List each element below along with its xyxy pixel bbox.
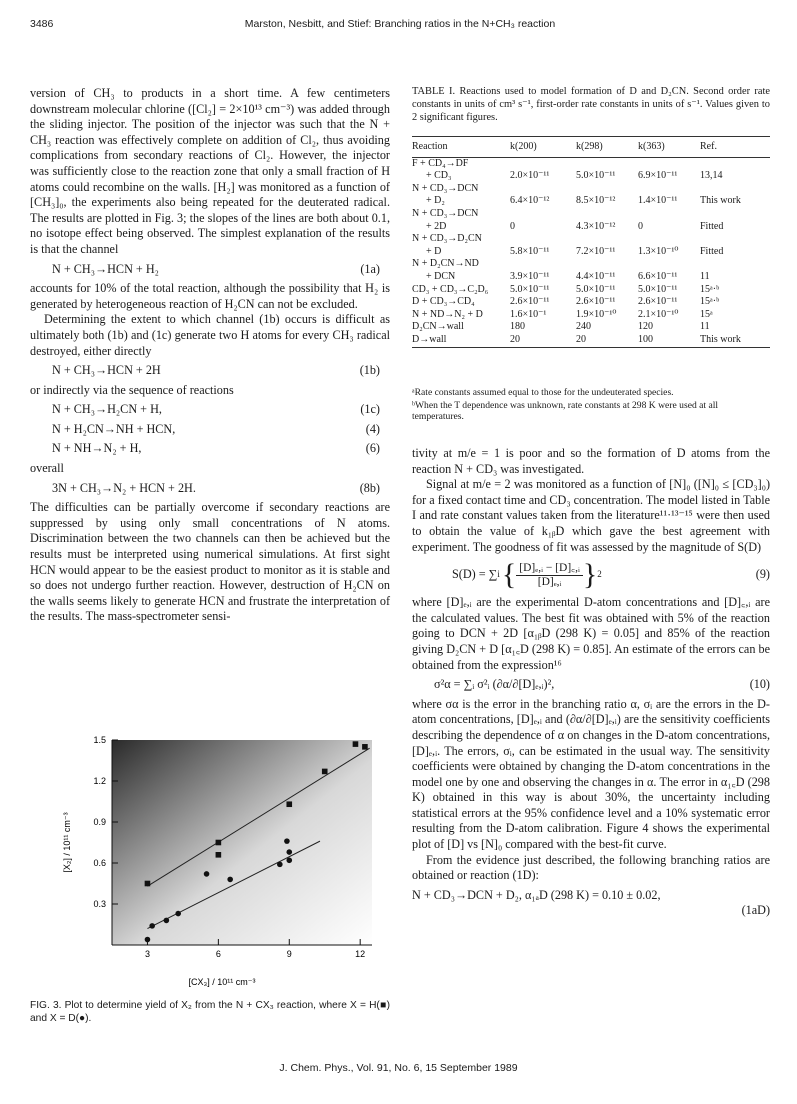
table-caption: TABLE I. Reactions used to model formation of D and D₂CN. Second order rate constants in units of cm³ s⁻¹, first-order rate constants in units of s⁻¹. Values given to 2 significant figures.	[412, 86, 770, 123]
x-axis-label: [CX₃] / 10¹¹ cm⁻³	[188, 977, 256, 987]
table-row	[412, 271, 770, 284]
paragraph: where [D]ₑ,ᵢ are the experimental D-atom concentrations and [D]꜀,ᵢ are the calculated values. The best fit was obtained with 5% of the reaction going to DCN + 2D [α₁ᵦD (298 K) = 0.05] and 85% of the reaction giving D₂CN + D [α₁꜀D (298 K) = 0.85]. An estimate of the errors can be obtained from the expression¹⁶	[412, 595, 770, 672]
table-cell: 0	[638, 220, 643, 232]
table-header: Reaction	[412, 141, 448, 152]
equation-4: N + H₂CN→NH + HCN, (4)	[52, 421, 380, 436]
table-cell: 8.5×10⁻¹²	[576, 195, 616, 207]
left-column	[30, 86, 390, 625]
table-header: Ref.	[700, 141, 717, 152]
data-point-square	[216, 840, 222, 846]
data-point-circle	[284, 838, 290, 844]
table-cell: 15ᵃ	[700, 308, 713, 320]
page-number: 3486	[30, 18, 54, 30]
table-cell: 15ᵃ·ᵇ	[700, 296, 720, 308]
data-point-square	[322, 769, 328, 775]
table-header: k(200)	[510, 141, 537, 152]
table-cell: 5.0×10⁻¹¹	[638, 283, 678, 295]
equation-1c: N + CH₃→H₂CN + H, (1c)	[52, 402, 380, 417]
table-cell: D + CD₃→CD₄	[412, 296, 475, 308]
table-cell: 2.1×10⁻¹⁰	[638, 308, 679, 320]
table-cell: 120	[638, 321, 653, 333]
table-cell	[700, 157, 770, 170]
table-row	[412, 221, 770, 234]
table-cell: 5.0×10⁻¹¹	[510, 283, 550, 295]
table-cell: 11	[700, 270, 710, 282]
table-cell	[510, 183, 576, 196]
table-cell: 20	[510, 333, 520, 345]
equation-1a: N + CH₃→HCN + H₂ (1a)	[52, 261, 380, 276]
table-cell: 15ᵃ·ᵇ	[700, 283, 720, 295]
table-cell: 1.3×10⁻¹⁰	[638, 245, 679, 257]
table-footnotes	[412, 387, 770, 424]
table-cell: N + CD₃→DCN	[412, 182, 479, 194]
table-row	[412, 170, 770, 183]
table-cell: D→wall	[412, 333, 447, 345]
table-cell	[510, 233, 576, 246]
table-cell	[638, 157, 700, 170]
paragraph: Determining the extent to which channel (1b) occurs is difficult as ultimately both (1b) and (1c) generate two H atoms for every CH₃ radical destroyed, either directly	[30, 312, 390, 358]
data-point-square	[216, 852, 222, 858]
table-cell	[576, 208, 638, 221]
paragraph: where σα is the error in the branching ratio α, σᵢ are the errors in the D-atom concentrations, [D]ₑ,ᵢ and (∂α/∂[D]ₑ,ᵢ) are the sensitivity coefficients describing the dependence of α on changes in the D-atom concentrations, [D]ₑ,ᵢ. The errors, σᵢ, can be estimated in the usual way. The sensitivity coefficients were obtained by changing the D-atom concentrations in the model one by one and observing the changes in α. The error in α₁꜀D (298 K) obtained in this way is about 30%, the uncertainty including statistical errors at the 95% confidence level and a 10% systematic error resulting from the D-atom calibration. Figure 4 shows the experimental plot of [D] vs [N]₀ compared with the best-fit curve.	[412, 696, 770, 852]
table-row	[412, 334, 770, 347]
table-cell: + DCN	[426, 270, 456, 282]
table-cell: 3.9×10⁻¹¹	[510, 270, 550, 282]
data-point-circle	[145, 937, 151, 943]
table-cell: 100	[638, 333, 653, 345]
paragraph: tivity at m/e = 1 is poor and so the formation of D atoms from the reaction N + CD₃ was investigated.	[412, 446, 770, 476]
table-cell: + D	[426, 245, 442, 257]
footnote-a: ᵃRate constants assumed equal to those for the undeuterated species.	[412, 387, 674, 398]
table-cell: 240	[576, 321, 591, 333]
x-tick-label: 12	[355, 949, 366, 959]
paragraph: From the evidence just described, the following branching ratios are obtained or reaction (1D):	[412, 852, 770, 883]
table-cell: N + CD₃→DCN	[412, 207, 479, 219]
table-cell: 2.6×10⁻¹¹	[576, 296, 616, 308]
reaction-table	[412, 136, 770, 348]
y-tick-label: 0.3	[93, 899, 106, 909]
data-point-circle	[175, 911, 181, 917]
table-cell: Fitted	[700, 220, 724, 232]
data-point-square	[362, 744, 368, 750]
table-cell: + CD₃	[426, 170, 452, 182]
table-cell	[638, 208, 700, 221]
data-point-circle	[204, 871, 210, 877]
table-cell	[700, 233, 770, 246]
table-cell	[576, 233, 638, 246]
data-point-square	[353, 741, 359, 747]
equation-1b: N + CH₃→HCN + 2H (1b)	[52, 363, 380, 378]
table-cell: D₂CN→wall	[412, 321, 464, 333]
table-cell	[700, 183, 770, 196]
table-header: k(363)	[638, 141, 665, 152]
x-tick-label: 6	[215, 949, 221, 959]
table-row	[412, 258, 770, 271]
table-cell: 11	[700, 321, 710, 333]
table-row	[412, 246, 770, 259]
table-row	[412, 183, 770, 196]
page-footer: J. Chem. Phys., Vol. 91, No. 6, 15 September 1989	[279, 1062, 518, 1074]
table-cell: 2.0×10⁻¹¹	[510, 170, 550, 182]
figure-3	[30, 730, 390, 990]
table-cell: 6.9×10⁻¹¹	[638, 170, 678, 182]
data-point-circle	[277, 862, 283, 868]
table-row	[412, 321, 770, 334]
table-cell: 4.3×10⁻¹²	[576, 220, 616, 232]
equation-1aD-number: (1aD)	[741, 903, 770, 918]
table-row	[412, 296, 770, 309]
table-header: k(298)	[576, 141, 603, 152]
equation-1aD: N + CD₃→DCN + D₂, α₁ₐD (298 K) = 0.10 ± 0.02,	[412, 887, 661, 902]
y-tick-label: 0.6	[93, 858, 106, 868]
table-cell: 6.6×10⁻¹¹	[638, 270, 678, 282]
y-tick-label: 0.9	[93, 817, 106, 827]
table-cell: 20	[576, 333, 586, 345]
table-cell: This work	[700, 333, 741, 345]
table-cell	[510, 157, 576, 170]
table-cell	[510, 258, 576, 271]
table-cell: 4.4×10⁻¹¹	[576, 270, 616, 282]
paragraph: overall	[30, 461, 64, 476]
y-tick-label: 1.5	[93, 735, 106, 745]
y-tick-label: 1.2	[93, 776, 106, 786]
table-cell: 6.4×10⁻¹²	[510, 195, 550, 207]
table-cell	[510, 208, 576, 221]
table-cell	[638, 258, 700, 271]
table-cell: CD₃ + CD₃→C₂D₆	[412, 283, 489, 295]
table-cell: 5.8×10⁻¹¹	[510, 245, 550, 257]
table-cell: 13,14	[700, 170, 723, 182]
data-point-circle	[286, 849, 292, 855]
table-cell: 7.2×10⁻¹¹	[576, 245, 616, 257]
table-row	[412, 284, 770, 297]
scatter-chart	[30, 730, 390, 990]
table-cell: 1.4×10⁻¹¹	[638, 195, 678, 207]
table-cell: 2.6×10⁻¹¹	[510, 296, 550, 308]
equation-6: N + NH→N₂ + H, (6)	[52, 441, 380, 456]
table-cell	[638, 233, 700, 246]
data-point-circle	[286, 857, 292, 863]
table-cell: 0	[510, 220, 515, 232]
equation-10: σ²α = ∑ᵢ σ²ᵢ (∂α/∂[D]ₑ,ᵢ)², (10)	[434, 677, 770, 692]
table-cell: This work	[700, 195, 741, 207]
table-cell: 5.0×10⁻¹¹	[576, 170, 616, 182]
table-body	[412, 157, 770, 347]
table-cell: 2.6×10⁻¹¹	[638, 296, 678, 308]
footnote-b: ᵇWhen the T dependence was unknown, rate constants at 298 K were used at all temperatures.	[412, 399, 719, 423]
table-cell: N + CD₃→D₂CN	[412, 233, 482, 245]
data-point-circle	[164, 918, 170, 924]
table-row	[412, 157, 770, 170]
paragraph: version of CH₃ to products in a short time. A few centimeters downstream molecular chlorine ([Cl₂] = 2×10¹³ cm⁻³) was added through the sliding injector. The position of the injector was such that the N + CH₃ reaction was effectively complete on addition of Cl₂, thus avoiding complications from secondary reactions of Cl₂. However, the injector was sufficiently close to the reaction zone that only a small fraction of H atoms could recombine on the walls. [H₂] was monitored as a function of [CH₃]₀, the experiments also being repeated for the deuterated radical. The results are plotted in Fig. 3; the slopes of the lines are both about 0.1, no isotope effect being observed. The simplest explanation of the results is that the channel	[30, 86, 390, 256]
table-cell: + 2D	[426, 220, 447, 232]
table-cell: 5.0×10⁻¹¹	[576, 283, 616, 295]
right-column	[412, 446, 770, 919]
x-tick-label: 3	[144, 949, 150, 959]
table-cell: N + D₂CN→ND	[412, 258, 479, 270]
table-cell: Fitted	[700, 245, 724, 257]
data-point-circle	[227, 877, 233, 883]
data-point-circle	[149, 923, 155, 929]
paragraph: Signal at m/e = 2 was monitored as a function of [N]₀ ([N]₀ ≤ [CD₃]₀) for a fixed contact time and CD₃ concentration. The model listed in Table I and rate constant values taken from the literature¹¹·¹³⁻¹⁵ were then used to obtain the value of k₁ᵦD which gave the best agreement with experiment. The goodness of fit was assessed by the magnitude of S(D)	[412, 477, 770, 554]
table-row	[412, 233, 770, 246]
paragraph: The difficulties can be partially overcome if secondary reactions are suppressed by using only small concentrations of N atoms. Discrimination between the two channels can then be achieved but the results must be interpreted using numerical simulations. At first sight HCN would appear to be the easiest product to monitor as it is stable and so does not undergo further reaction. However, destruction of H₂CN on the walls seems likely to generate HCN and frustrate the interpretation of the results. The mass-spectrometer sensi-	[30, 500, 390, 624]
paragraph: or indirectly via the sequence of reactions	[30, 382, 234, 397]
table-cell: + D₂	[426, 195, 445, 207]
y-axis-label: [X₂] / 10¹¹ cm⁻³	[62, 812, 72, 873]
figure-caption: FIG. 3. Plot to determine yield of X₂ from the N + CX₃ reaction, where X = H(■) and X = D(●).	[30, 1000, 390, 1024]
table-cell	[576, 183, 638, 196]
paragraph: accounts for 10% of the total reaction, although the possibility that H₂ is generated by heterogeneous reaction of H₂CN can not be excluded.	[30, 281, 390, 311]
table-cell: 1.6×10⁻¹	[510, 308, 547, 320]
data-point-square	[145, 881, 151, 887]
equation-8b: 3N + CH₃→N₂ + HCN + 2H. (8b)	[52, 480, 380, 495]
table-cell: N + ND→N₂ + D	[412, 308, 483, 320]
data-point-square	[286, 801, 292, 807]
equation-9: S(D) = ∑ i { $\frac{\text{[D]ₑ,ᵢ − [D]꜀,ᵢ}}{\text{[D]ₑ,ᵢ}}$ } 2 (9)	[452, 558, 770, 592]
table-cell	[638, 183, 700, 196]
running-title: Marston, Nesbitt, and Stief: Branching ratios in the N+CH₃ reaction	[244, 18, 556, 30]
table-cell	[576, 157, 638, 170]
table-cell: F + CD₄→DF	[412, 157, 469, 169]
table-row	[412, 208, 770, 221]
x-tick-label: 9	[286, 949, 292, 959]
table-row	[412, 195, 770, 208]
table-cell	[700, 258, 770, 271]
table-cell	[576, 258, 638, 271]
table-cell: 180	[510, 321, 525, 333]
table-cell: 1.9×10⁻¹⁰	[576, 308, 617, 320]
table-row	[412, 309, 770, 322]
table-cell	[700, 208, 770, 221]
